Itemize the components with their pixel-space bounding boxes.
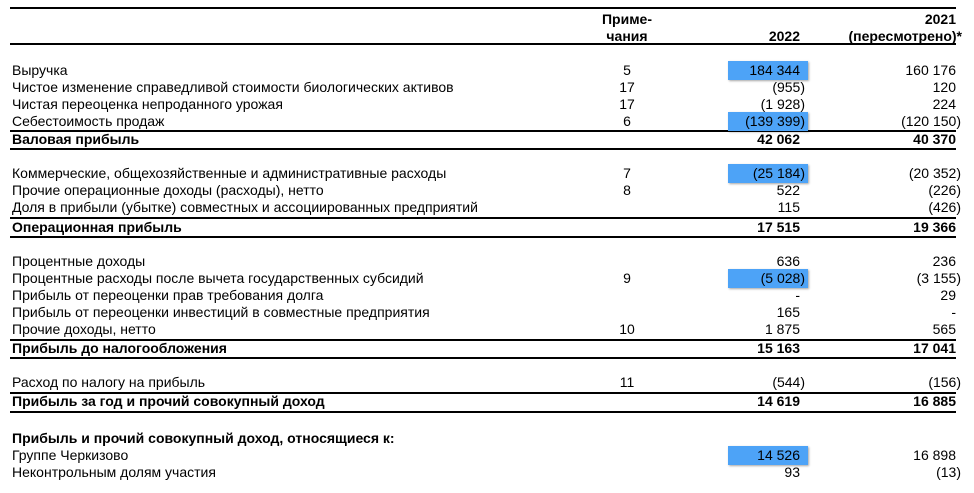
table-row: [0, 447, 974, 464]
table-row: [0, 464, 974, 481]
table-row: [0, 79, 974, 96]
table-row: [0, 131, 974, 148]
value-2021: 40 370: [913, 131, 956, 147]
row-note: 9: [623, 270, 631, 286]
value-2022: 1 875: [764, 321, 800, 337]
row-note: 8: [623, 182, 631, 198]
value-2022: 115: [777, 199, 800, 215]
row-label: Прибыль до налогообложения: [12, 340, 227, 356]
table-row: [0, 430, 974, 447]
value-2022: 14 526: [757, 447, 800, 463]
row-label: Чистое изменение справедливой стоимости биологических активов: [12, 79, 454, 95]
value-2022: 15 163: [757, 340, 800, 356]
table-row: [0, 270, 974, 287]
value-2021: 224: [932, 96, 956, 112]
row-note: 17: [619, 96, 635, 112]
value-2021: 16 885: [913, 393, 956, 409]
table-row: [0, 340, 974, 357]
table-row: [0, 182, 974, 199]
row-rule: [10, 236, 956, 238]
value-2021: 19 366: [913, 219, 956, 235]
value-2021: (13): [936, 464, 961, 480]
notes-header: [596, 11, 658, 45]
value-2021: 17 041: [913, 340, 956, 356]
row-label: Неконтрольным долям участия: [12, 464, 216, 480]
col-2022-header: 2022: [768, 28, 800, 44]
row-note: 11: [619, 374, 635, 390]
row-label: Прочие доходы, нетто: [12, 321, 156, 337]
value-2022: (1 928): [760, 96, 805, 112]
value-2022: -: [795, 287, 800, 303]
value-2022: (25 184): [752, 165, 805, 181]
notes-header-line1: Приме-: [601, 11, 653, 27]
table-row: [0, 253, 974, 270]
value-2021: 120: [932, 79, 956, 95]
row-label: Коммерческие, общехозяйственные и административные расходы: [12, 165, 447, 181]
col-2021-header: [848, 11, 962, 45]
value-2022: 42 062: [757, 131, 800, 147]
row-label: Прибыль от переоценки инвестиций в совместные предприятия: [12, 304, 430, 320]
row-label: Расход по налогу на прибыль: [12, 374, 206, 390]
value-2022: 522: [776, 182, 800, 198]
row-rule: [10, 148, 956, 150]
value-2022: 184 344: [749, 62, 800, 78]
value-2022: 93: [784, 464, 800, 480]
row-label: Прочие операционные доходы (расходы), нетто: [12, 182, 324, 198]
value-2022: (955): [772, 79, 805, 95]
table-row: [0, 96, 974, 113]
value-2022: 165: [776, 304, 800, 320]
value-2022: 14 619: [757, 393, 800, 409]
value-2021: (3 155): [916, 270, 961, 286]
table-row: [0, 304, 974, 321]
row-label: Операционная прибыль: [12, 219, 182, 235]
value-2022: (5 028): [760, 270, 805, 286]
value-2021: 29: [940, 287, 956, 303]
value-2021: 565: [932, 321, 956, 337]
value-2021: (20 352): [908, 165, 961, 181]
col-2021-line1: 2021: [924, 11, 956, 27]
table-row: [0, 287, 974, 304]
row-note: 5: [623, 62, 631, 78]
top-rule: [10, 7, 956, 9]
row-label: Прибыль и прочий совокупный доход, относящиеся к:: [12, 430, 395, 446]
row-rule: [10, 357, 956, 359]
row-label: Выручка: [12, 62, 68, 78]
col-2021-line2: (пересмотрено)*: [848, 28, 962, 44]
row-label: Доля в прибыли (убытке) совместных и ассоциированных предприятий: [12, 199, 478, 215]
value-2021: (426): [928, 199, 961, 215]
value-2022: (544): [772, 374, 805, 390]
row-rule: [10, 411, 956, 413]
row-label: Процентные доходы: [12, 253, 146, 269]
row-note: 7: [623, 165, 631, 181]
table-row: [0, 165, 974, 182]
row-label: Валовая прибыль: [12, 131, 140, 147]
table-row: [0, 393, 974, 410]
value-2022: 636: [776, 253, 800, 269]
table-row: [0, 374, 974, 391]
table-row: [0, 199, 974, 216]
value-2021: (120 150): [901, 113, 961, 129]
row-label: Группе Черкизово: [12, 447, 129, 463]
row-note: 10: [619, 321, 635, 337]
value-2022: 17 515: [757, 219, 800, 235]
table-row: [0, 62, 974, 79]
row-label: Прибыль за год и прочий совокупный доход: [12, 393, 325, 409]
value-2021: (156): [928, 374, 961, 390]
row-label: Прибыль от переоценки прав требования долга: [12, 287, 324, 303]
table-row: [0, 219, 974, 236]
row-note: 6: [623, 113, 631, 129]
row-note: 17: [619, 79, 635, 95]
table-row: [0, 321, 974, 338]
value-2021: 236: [932, 253, 956, 269]
value-2021: (226): [928, 182, 961, 198]
value-2021: -: [951, 304, 956, 320]
row-label: Процентные расходы после вычета государственных субсидий: [12, 270, 424, 286]
value-2021: 160 176: [905, 62, 956, 78]
row-label: Чистая переоценка непроданного урожая: [12, 96, 283, 112]
value-2021: 16 898: [913, 447, 956, 463]
header-rule: [10, 43, 956, 45]
row-label: Себестоимость продаж: [12, 113, 165, 129]
table-row: [0, 113, 974, 130]
notes-header-line2: чания: [606, 28, 648, 44]
value-2022: (139 399): [745, 113, 805, 129]
